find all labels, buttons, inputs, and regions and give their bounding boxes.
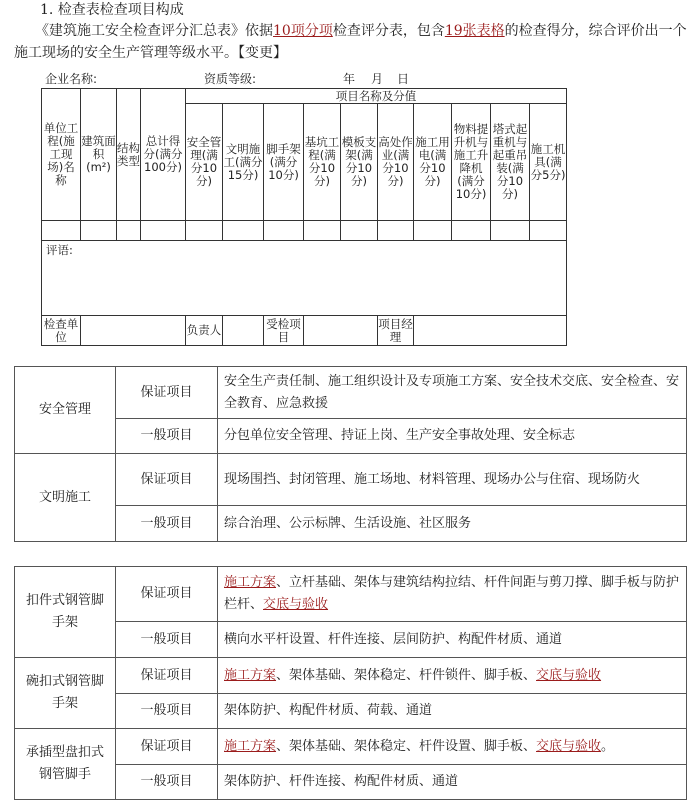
item-type-cell: 一般项目 xyxy=(116,694,218,729)
comment-label: 评语: xyxy=(42,241,567,316)
plan-link[interactable]: 施工方案 xyxy=(224,738,277,754)
category-cell: 扣件式钢管脚手架 xyxy=(15,567,116,658)
intro-text: 的检查得分，综合评价出一个施工现场的安全生产管理等级水平。【变更】 xyxy=(14,23,687,61)
summary-form-table xyxy=(41,88,567,346)
handover-link[interactable]: 交底与验收 xyxy=(263,597,329,612)
col-header-scaffold: 脚手架(满分10分) xyxy=(264,104,304,221)
col-header-electric: 施工用电(满分10分) xyxy=(414,104,452,221)
inspect-unit-label: 检查单位 xyxy=(42,316,81,346)
item-content-cell xyxy=(218,658,687,694)
item-type-cell: 保证项目 xyxy=(116,567,218,622)
item-content-cell: 综合治理、公示标牌、生活设施、社区服务 xyxy=(218,506,687,542)
handover-link[interactable]: 交底与验收 xyxy=(536,738,602,754)
date-month: 月 xyxy=(371,72,384,86)
date-year: 年 xyxy=(343,72,356,86)
col-header-formwork: 模板支架(满分10分) xyxy=(341,104,378,221)
project-manager-label: 项目经理 xyxy=(378,316,413,344)
qualification-label: 资质等级: xyxy=(204,72,257,86)
responsible-label: 负责人 xyxy=(186,316,223,346)
category-cell: 承插型盘扣式钢管脚手 xyxy=(15,729,116,800)
table-row xyxy=(15,694,687,729)
col-header-hoist: 物料提升机与施工升降机(满分10分) xyxy=(452,104,491,221)
col-header-crane: 塔式起重机与起重吊装(满分10分) xyxy=(491,104,530,221)
col-header-height-work: 高处作业(满分10分) xyxy=(378,104,414,221)
col-header-project-name: 单位工程(施工现场)名称 xyxy=(42,89,81,221)
col-header-total: 总计得分(满分100分) xyxy=(141,89,186,221)
item-content-cell xyxy=(218,729,687,765)
plan-link[interactable]: 施工方案 xyxy=(224,575,277,590)
col-header-area: 建筑面积(m²) xyxy=(81,89,117,221)
item-type-cell: 一般项目 xyxy=(116,419,218,454)
item-content-cell: 架体防护、构配件材质、荷载、通道 xyxy=(218,694,687,729)
col-header-safety: 安全管理(满分10分) xyxy=(186,104,223,221)
content-text: 。 xyxy=(601,738,615,754)
highlight-link[interactable]: 19张表格 xyxy=(444,23,505,39)
table-row xyxy=(15,765,687,800)
category-cell: 文明施工 xyxy=(15,454,116,542)
item-content-cell xyxy=(218,567,687,622)
item-type-cell: 一般项目 xyxy=(116,622,218,658)
section-heading: 1. 检查表检查项目构成 xyxy=(40,2,184,18)
item-type-cell: 一般项目 xyxy=(116,506,218,542)
table-row xyxy=(15,506,687,542)
table-row xyxy=(15,729,687,765)
col-header-pit: 基坑工程(满分10分) xyxy=(304,104,341,221)
intro-text: 《建筑施工安全检查评分汇总表》依据 xyxy=(35,23,273,39)
item-type-cell: 一般项目 xyxy=(116,765,218,800)
intro-paragraph xyxy=(14,20,690,64)
col-header-tools: 施工机具(满分5分) xyxy=(530,104,567,221)
table-row xyxy=(15,454,687,506)
content-text: 、架体基础、架体稳定、杆件锁件、脚手板、 xyxy=(276,667,537,683)
form-header-line xyxy=(41,70,568,88)
plan-link[interactable]: 施工方案 xyxy=(224,667,277,683)
enterprise-label: 企业名称: xyxy=(45,72,98,86)
table-row xyxy=(15,658,687,694)
category-cell: 碗扣式钢管脚手架 xyxy=(15,658,116,729)
highlight-link[interactable]: 10项分项 xyxy=(273,23,333,39)
col-header-structure: 结构类型 xyxy=(117,89,141,221)
handover-link[interactable]: 交底与验收 xyxy=(536,667,602,683)
col-header-civilized: 文明施工(满分15分) xyxy=(223,104,264,221)
items-table-scaffold xyxy=(14,566,687,800)
item-type-cell: 保证项目 xyxy=(116,658,218,694)
table-row xyxy=(15,622,687,658)
category-cell: 安全管理 xyxy=(15,367,116,454)
item-content-cell: 安全生产责任制、施工组织设计及专项施工方案、安全技术交底、安全检查、安全教育、应急救援 xyxy=(218,367,687,419)
signature-row xyxy=(42,316,567,346)
table-row xyxy=(15,419,687,454)
intro-text: 检查评分表，包含 xyxy=(332,23,445,39)
date-day: 日 xyxy=(397,72,410,86)
blank-row xyxy=(42,221,567,241)
item-content-cell: 架体防护、杆件连接、构配件材质、通道 xyxy=(218,765,687,800)
table-row xyxy=(15,567,687,622)
table-row xyxy=(15,367,687,419)
summary-form-image xyxy=(41,70,568,346)
item-type-cell: 保证项目 xyxy=(116,454,218,506)
items-table-management xyxy=(14,366,687,542)
item-content-cell: 横向水平杆设置、杆件连接、层间防护、构配件材质、通道 xyxy=(218,622,687,658)
item-content-cell: 现场围挡、封闭管理、施工场地、材料管理、现场办公与住宿、现场防火 xyxy=(218,454,687,506)
inspected-project-label: 受检项目 xyxy=(264,316,304,346)
group-header: 项目名称及分值 xyxy=(186,89,567,104)
content-text: 、架体基础、架体稳定、杆件设置、脚手板、 xyxy=(276,738,537,754)
item-type-cell: 保证项目 xyxy=(116,729,218,765)
content-text: 、立杆基础、架体与建筑结构拉结、杆件间距与剪刀撑、脚手板与防护栏杆、 xyxy=(224,575,680,612)
item-type-cell: 保证项目 xyxy=(116,367,218,419)
item-content-cell: 分包单位安全管理、持证上岗、生产安全事故处理、安全标志 xyxy=(218,419,687,454)
